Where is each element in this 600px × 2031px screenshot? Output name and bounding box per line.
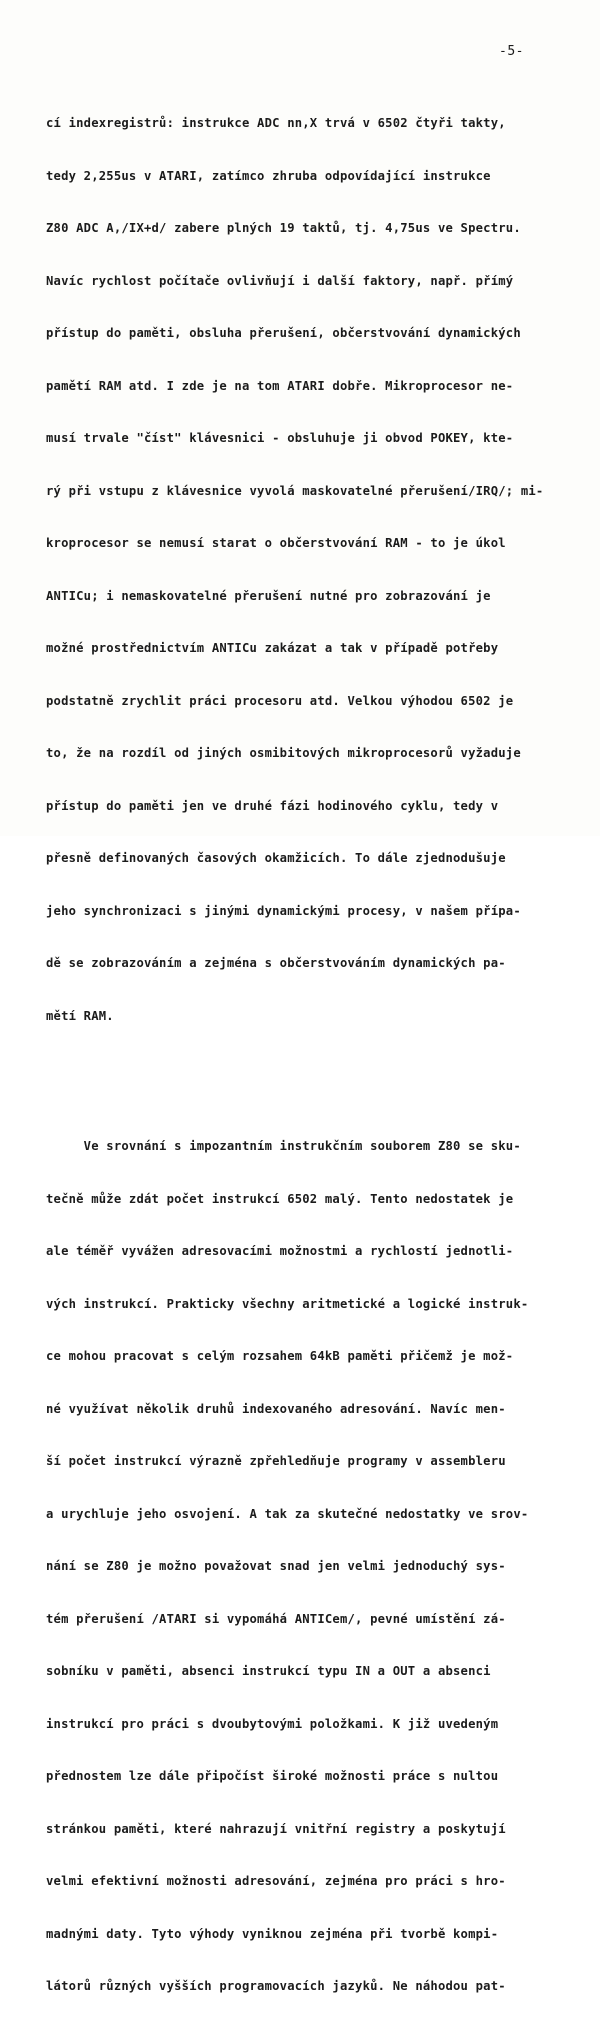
text-line: musí trvale "číst" klávesnici - obsluhuje ji obvod POKEY, kte- <box>46 431 514 445</box>
text-line: Navíc rychlost počítače ovlivňují i další faktory, např. přímý <box>46 273 514 288</box>
text-line: přístup do paměti, obsluha přerušení, občerstvování dynamických <box>46 326 521 340</box>
text-line: kroprocesor se nemusí starat o občerstvování RAM - to je úkol <box>46 536 506 550</box>
text-line: Ve srovnání s impozantním instrukčním souborem Z80 se sku- <box>46 1139 521 1153</box>
text-line: přesně definovaných časových okamžicích. To dále zjednodušuje <box>46 851 506 865</box>
text-line: tečně může zdát počet instrukcí 6502 malý. Tento nedostatek je <box>46 1191 514 1206</box>
text-line: a urychluje jeho osvojení. A tak za skutečné nedostatky ve srov- <box>46 1506 529 1521</box>
text-line: ší počet instrukcí výrazně zpřehledňuje programy v assembleru <box>46 1454 506 1468</box>
text-line: ale téměř vyvážen adresovacími možnostmi a rychlostí jednotli- <box>46 1244 514 1258</box>
text-line: tém přerušení /ATARI si vypomáhá ANTICem/, pevné umístění zá- <box>46 1611 506 1626</box>
text-line: přístup do paměti jen ve druhé fázi hodinového cyklu, tedy v <box>46 798 499 813</box>
text-line: rý při vstupu z klávesnice vyvolá maskovatelné přerušení/IRQ/; mi- <box>46 483 544 498</box>
page-number: -5- <box>499 44 524 59</box>
text-line: možné prostřednictvím ANTICu zakázat a tak v případě potřeby <box>46 641 499 655</box>
text-line: ce mohou pracovat s celým rozsahem 64kB paměti přičemž je mož- <box>46 1349 514 1363</box>
text-line: ANTICu; i nemaskovatelné přerušení nutné pro zobrazování je <box>46 588 491 603</box>
text-line: vých instrukcí. Prakticky všechny aritmetické a logické instruk- <box>46 1296 529 1311</box>
text-line: pamětí RAM atd. I zde je na tom ATARI dobře. Mikroprocesor ne- <box>46 378 514 393</box>
text-line: jeho synchronizaci s jinými dynamickými procesy, v našem přípa- <box>46 903 521 918</box>
text-line: velmi efektivní možnosti adresování, zejména pro práci s hro- <box>46 1874 506 1888</box>
text-line: látorů různých vyšších programovacích jazyků. Ne náhodou pat- <box>46 1979 506 1993</box>
text-line: sobníku v paměti, absenci instrukcí typu IN a OUT a absenci <box>46 1664 491 1678</box>
text-line: né využívat několik druhů indexovaného adresování. Navíc men- <box>46 1401 506 1416</box>
body-text <box>46 80 566 2031</box>
text-line: instrukcí pro práci s dvoubytovými položkami. K již uvedeným <box>46 1716 499 1731</box>
text-line: Z80 ADC A,/IX+d/ zabere plných 19 taktů, tj. 4,75us ve Spectru. <box>46 221 521 235</box>
text-line: to, že na rozdíl od jiných osmibitových mikroprocesorů vyžaduje <box>46 746 521 760</box>
text-line: cí indexregistrů: instrukce ADC nn,X trvá v 6502 čtyři takty, <box>46 116 506 130</box>
text-line: mětí RAM. <box>46 1008 114 1023</box>
paragraph-gap <box>46 1078 566 1086</box>
text-line: dě se zobrazováním a zejména s občerstvováním dynamických pa- <box>46 956 506 970</box>
text-line: madnými daty. Tyto výhody vyniknou zejména při tvorbě kompi- <box>46 1926 499 1941</box>
text-line: nání se Z80 je možno považovat snad jen velmi jednoduchý sys- <box>46 1559 506 1573</box>
text-line: tedy 2,255us v ATARI, zatímco zhruba odpovídající instrukce <box>46 168 491 183</box>
text-line: stránkou paměti, které nahrazují vnitřní registry a poskytují <box>46 1821 506 1836</box>
text-line: přednostem lze dále připočíst široké možnosti práce s nultou <box>46 1769 499 1783</box>
text-line: podstatně zrychlit práci procesoru atd. Velkou výhodou 6502 je <box>46 693 514 708</box>
